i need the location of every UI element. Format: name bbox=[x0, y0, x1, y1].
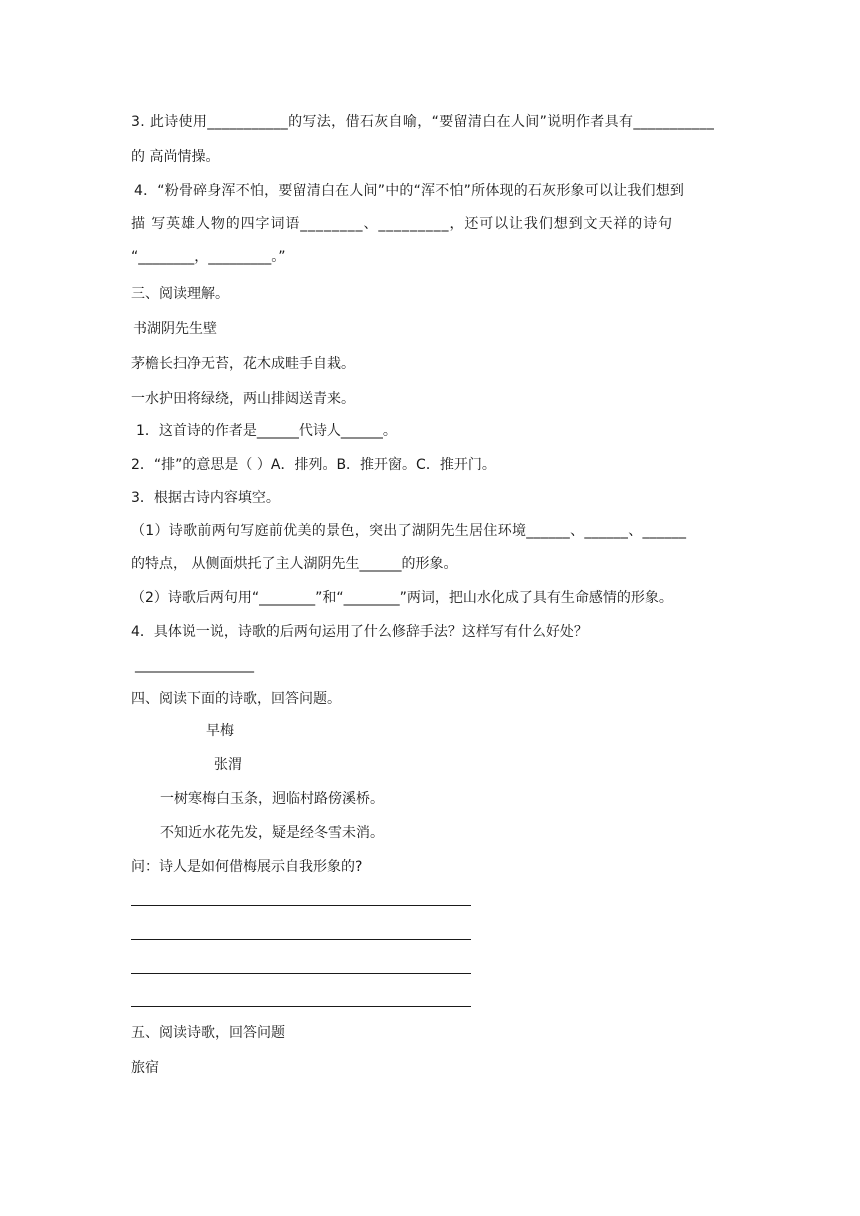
section-4-poem-title: 早梅 bbox=[206, 723, 234, 739]
answer-line-4 bbox=[131, 1006, 471, 1007]
section-3-heading: 三、阅读理解。 bbox=[131, 286, 229, 302]
section-3-question-4-answer-blank: _________________ bbox=[135, 657, 254, 673]
question-4-line-3: “________，_________。” bbox=[131, 249, 286, 265]
section-5-poem-title: 旅宿 bbox=[131, 1060, 159, 1076]
question-3-line-2: 的 高尚情操。 bbox=[131, 149, 220, 165]
section-3-question-2: 2．“排”的意思是（ ）A．排列。B．推开窗。C．推开门。 bbox=[131, 457, 496, 473]
answer-line-3 bbox=[131, 973, 471, 974]
question-4-line-2: 描 写英雄人物的四字词语________、_________，还可以让我们想到文天祥的诗句 bbox=[131, 216, 673, 232]
section-4-poem-author: 张渭 bbox=[214, 757, 242, 773]
question-4-line-1: 4．“粉骨碎身浑不怕，要留清白在人间”中的“浑不怕”所体现的石灰形象可以让我们想到 bbox=[134, 183, 685, 199]
section-3-question-3-part-1-line-2: 的特点， 从侧面烘托了主人湖阴先生______的形象。 bbox=[131, 556, 458, 572]
section-4-question: 问：诗人是如何借梅展示自我形象的? bbox=[131, 859, 363, 875]
section-4-heading: 四、阅读下面的诗歌，回答问题。 bbox=[131, 691, 341, 707]
section-3-poem-line-2: 一水护田将绿绕，两山排闼送青来。 bbox=[131, 391, 355, 407]
section-3-question-1: 1．这首诗的作者是______代诗人______。 bbox=[136, 423, 397, 439]
section-5-heading: 五、阅读诗歌，回答问题 bbox=[131, 1025, 285, 1041]
answer-line-1 bbox=[131, 905, 471, 906]
section-3-poem-line-1: 茅檐长扫净无苔，花木成畦手自栽。 bbox=[131, 356, 355, 372]
section-3-poem-title: 书湖阴先生壁 bbox=[133, 321, 217, 337]
section-4-poem-line-1: 一树寒梅白玉条，迥临村路傍溪桥。 bbox=[160, 791, 384, 807]
section-3-question-3-part-2: （2）诗歌后两句用“________”和“________”两词，把山水化成了具有生命感情的形象。 bbox=[131, 590, 673, 606]
section-3-question-4: 4．具体说一说，诗歌的后两句运用了什么修辞手法？这样写有什么好处？ bbox=[131, 624, 588, 640]
answer-line-2 bbox=[131, 939, 471, 940]
question-3-line-1: 3. 此诗使用___________的写法，借石灰自喻，“要留清白在人间”说明作者具有___________ bbox=[131, 114, 715, 130]
section-3-question-3: 3．根据古诗内容填空。 bbox=[131, 490, 280, 506]
section-4-poem-line-2: 不知近水花先发，疑是经冬雪未消。 bbox=[160, 825, 384, 841]
section-3-question-3-part-1-line-1: （1）诗歌前两句写庭前优美的景色，突出了湖阴先生居住环境______、______、______ bbox=[131, 523, 687, 539]
